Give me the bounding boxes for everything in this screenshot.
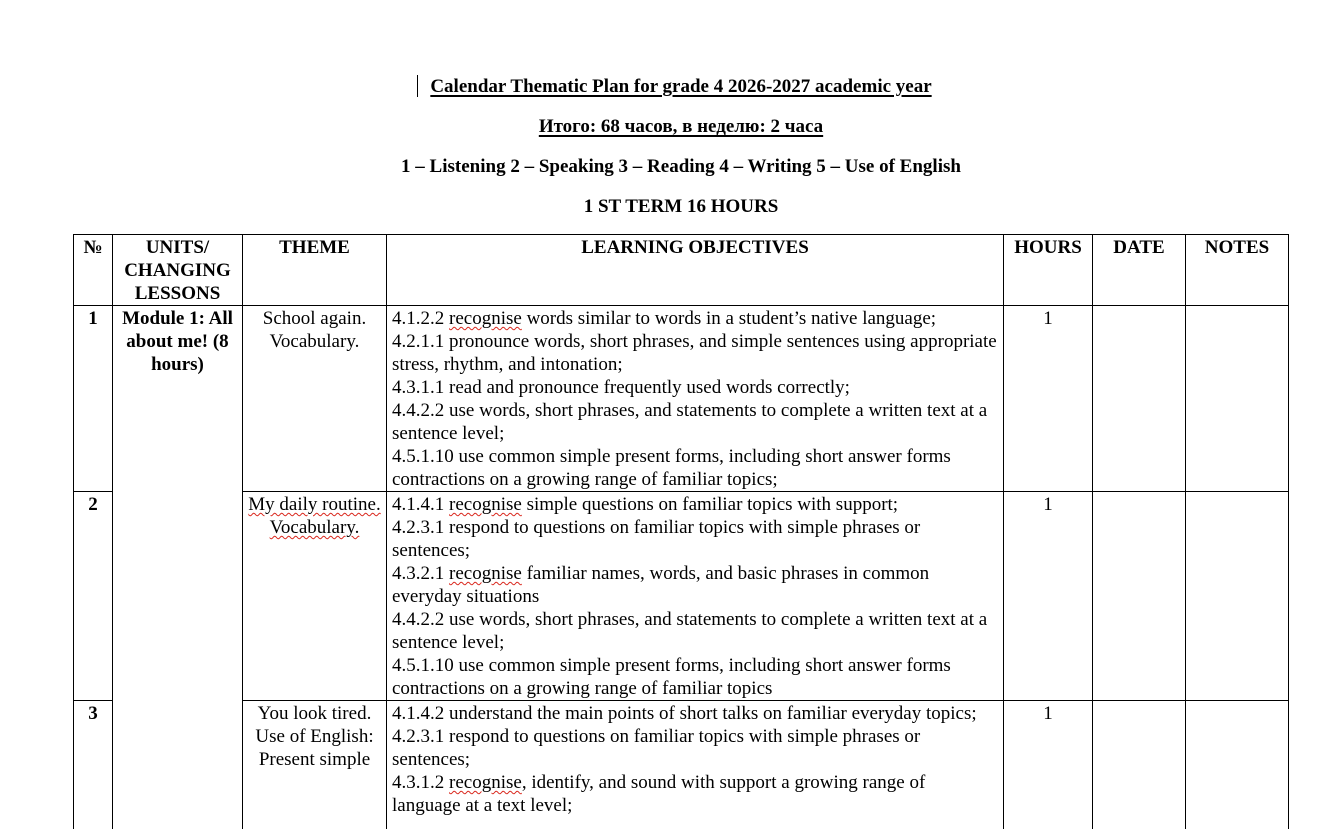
text-cursor: [417, 75, 418, 97]
total-hours-text: Итого: 68 часов, в неделю: 2 часа: [538, 116, 824, 137]
objectives-cell[interactable]: [387, 701, 1004, 829]
hours-cell[interactable]: 1: [1004, 492, 1093, 701]
notes-cell[interactable]: [1186, 492, 1289, 701]
skills-legend[interactable]: 1 – Listening 2 – Speaking 3 – Reading 4 – Writing 5 – Use of English: [401, 156, 961, 177]
objectives-cell[interactable]: [387, 306, 1004, 492]
objective-line: 4.1.2.2 recognise words similar to words in a student’s native language;: [392, 308, 937, 329]
row-number[interactable]: 1: [74, 306, 113, 492]
header-number[interactable]: №: [74, 235, 113, 306]
objective-line: 4.2.3.1 respond to questions on familiar topics with simple phrases or sentences;: [392, 517, 921, 561]
table-row: [74, 492, 1289, 701]
objectives-cell[interactable]: [387, 492, 1004, 701]
row-number[interactable]: 3: [74, 701, 113, 829]
header-hours[interactable]: HOURS: [1004, 235, 1093, 306]
table-row: [74, 701, 1289, 829]
hours-cell[interactable]: 1: [1004, 306, 1093, 492]
header-date[interactable]: DATE: [1093, 235, 1186, 306]
objective-line: 4.3.1.1 read and pronounce frequently used words correctly;: [392, 377, 850, 398]
theme-cell[interactable]: School again. Vocabulary.: [243, 306, 387, 492]
objective-line: 4.4.2.2 use words, short phrases, and statements to complete a written text at a sentence level;: [392, 609, 988, 653]
objective-line: 4.1.4.2 understand the main points of short talks on familiar everyday topics;: [392, 703, 977, 724]
date-cell[interactable]: [1093, 701, 1186, 829]
document-title[interactable]: [0, 75, 1343, 98]
term-heading[interactable]: 1 ST TERM 16 HOURS: [583, 196, 779, 217]
total-hours-heading[interactable]: [0, 115, 1343, 138]
notes-cell[interactable]: [1186, 701, 1289, 829]
table-row: [74, 306, 1289, 492]
objective-line: 4.3.1.2 recognise, identify, and sound with support a growing range of language at a text level;: [392, 772, 926, 816]
date-cell[interactable]: [1093, 492, 1186, 701]
objective-line: 4.4.2.2 use words, short phrases, and statements to complete a written text at a sentence level;: [392, 400, 988, 444]
header-learning-objectives[interactable]: LEARNING OBJECTIVES: [387, 235, 1004, 306]
document-title-text: Calendar Thematic Plan for grade 4 2026-2027 academic year: [430, 76, 932, 97]
thematic-plan-table: [73, 234, 1289, 829]
header-theme[interactable]: THEME: [243, 235, 387, 306]
objective-line: 4.1.4.1 recognise simple questions on familiar topics with support;: [392, 494, 899, 515]
objective-line: 4.2.1.1 pronounce words, short phrases, and simple sentences using appropriate stress, rhythm, and intonation;: [392, 331, 997, 375]
row-number[interactable]: 2: [74, 492, 113, 701]
spellcheck-flagged-word[interactable]: recognise: [449, 563, 522, 584]
header-notes[interactable]: NOTES: [1186, 235, 1289, 306]
objective-line: 4.5.1.10 use common simple present forms, including short answer forms contractions on a growing range of familiar topics;: [392, 446, 951, 490]
theme-cell[interactable]: You look tired. Use of English: Present simple: [243, 701, 387, 829]
unit-cell[interactable]: Module 1: All about me! (8 hours): [113, 306, 243, 829]
table-header-row: [74, 235, 1289, 306]
theme-cell[interactable]: [243, 492, 387, 701]
spellcheck-flagged-word[interactable]: recognise: [449, 772, 522, 793]
spellcheck-flagged-word[interactable]: recognise: [449, 494, 522, 515]
header-units[interactable]: UNITS/ CHANGING LESSONS: [113, 235, 243, 306]
spellcheck-flagged-text[interactable]: My daily routine. Vocabulary.: [248, 494, 381, 538]
objective-line: 4.5.1.10 use common simple present forms, including short answer forms contractions on a growing range of familiar topics: [392, 655, 951, 699]
objective-line: 4.2.3.1 respond to questions on familiar topics with simple phrases or sentences;: [392, 726, 921, 770]
hours-cell[interactable]: 1: [1004, 701, 1093, 829]
objective-line: 4.3.2.1 recognise familiar names, words, and basic phrases in common everyday situations: [392, 563, 930, 607]
date-cell[interactable]: [1093, 306, 1186, 492]
notes-cell[interactable]: [1186, 306, 1289, 492]
spellcheck-flagged-word[interactable]: recognise: [449, 308, 522, 329]
